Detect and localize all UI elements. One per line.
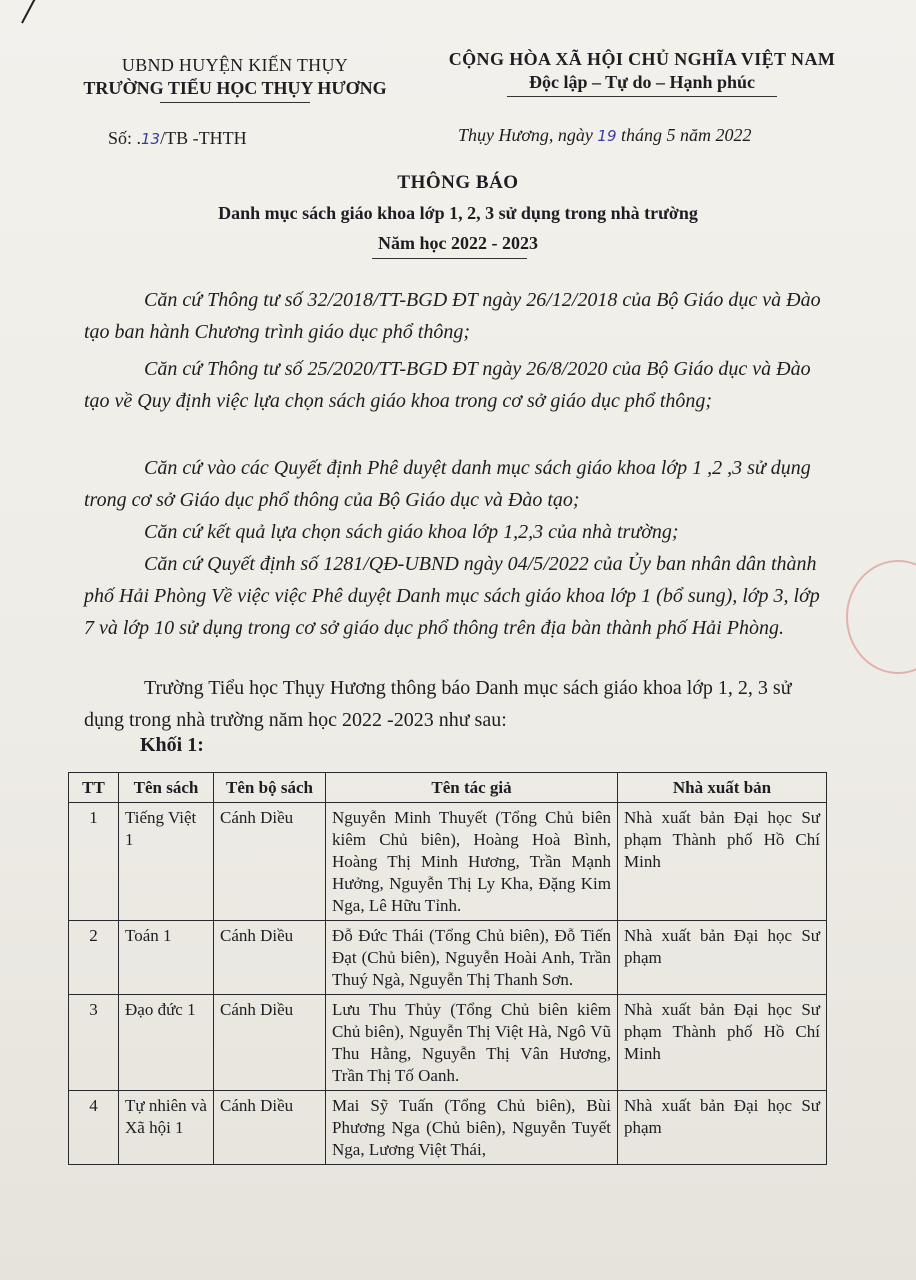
cell-ten-sach: Tiếng Việt 1	[119, 803, 214, 921]
motto-rule	[507, 96, 777, 97]
legal-basis-1: Căn cứ Thông tư số 32/2018/TT-BGD ĐT ngày 26/12/2018 của Bộ Giáo dục và Đào tạo ban hành Chương trình giáo dục phổ thông;	[84, 289, 821, 343]
textbook-table	[68, 772, 827, 1165]
cell-nxb: Nhà xuất bản Đại học Sư phạm	[618, 921, 827, 995]
table-row	[69, 803, 827, 921]
issuer-school: TRƯỜNG TIỂU HỌC THỤY HƯƠNG	[83, 78, 387, 98]
cell-tac-gia: Nguyễn Minh Thuyết (Tổng Chủ biên kiêm Chủ biên), Hoàng Hoà Bình, Hoàng Thị Minh Hương, Trần Mạnh Hưởng, Nguyễn Thị Ly Kha, Đặng Kim Nga, Lê Hữu Tỉnh.	[326, 803, 618, 921]
document-title: THÔNG BÁO	[397, 172, 519, 193]
cell-nxb: Nhà xuất bản Đại học Sư phạm Thành phố Hồ Chí Minh	[618, 803, 827, 921]
handwritten-number: 13	[141, 130, 161, 148]
cell-tt: 2	[69, 921, 119, 995]
col-header-bo-sach: Tên bộ sách	[214, 773, 326, 803]
title-rule	[372, 258, 527, 259]
cell-tac-gia: Lưu Thu Thủy (Tổng Chủ biên kiêm Chủ biên), Nguyễn Thị Việt Hà, Ngô Vũ Thu Hằng, Nguyễn Thị Vân Hương, Trần Thị Tố Oanh.	[326, 995, 618, 1091]
cell-tt: 1	[69, 803, 119, 921]
cell-tac-gia: Mai Sỹ Tuấn (Tổng Chủ biên), Bùi Phương Nga (Chủ biên), Nguyễn Tuyết Nga, Lương Việt Thái,	[326, 1091, 618, 1165]
issuer-authority: UBND HUYỆN KIẾN THỤY	[121, 55, 349, 75]
issuer-header	[50, 55, 420, 103]
cell-ten-sach: Đạo đức 1	[119, 995, 214, 1091]
col-header-ten-sach: Tên sách	[119, 773, 214, 803]
announcement-text: Trường Tiểu học Thụy Hương thông báo Danh mục sách giáo khoa lớp 1, 2, 3 sử dụng trong nhà trường năm học 2022 -2023 như sau:	[84, 677, 792, 731]
cell-ten-sach: Toán 1	[119, 921, 214, 995]
col-header-tt: TT	[69, 773, 119, 803]
cell-nxb: Nhà xuất bản Đại học Sư phạm Thành phố Hồ Chí Minh	[618, 995, 827, 1091]
table-row	[69, 1091, 827, 1165]
section-heading: Khối 1:	[140, 734, 204, 756]
cell-bo-sach: Cánh Diều	[214, 803, 326, 921]
cell-tac-gia: Đỗ Đức Thái (Tổng Chủ biên), Đỗ Tiến Đạt (Chủ biên), Nguyễn Hoài Anh, Trần Thuý Ngà, Nguyễn Thị Thanh Sơn.	[326, 921, 618, 995]
table-header-row	[69, 773, 827, 803]
legal-basis-2: Căn cứ Thông tư số 25/2020/TT-BGD ĐT ngày 26/8/2020 của Bộ Giáo dục và Đào tạo về Quy định việc lựa chọn sách giáo khoa trong cơ sở giáo dục phổ thông;	[84, 358, 811, 412]
cell-tt: 4	[69, 1091, 119, 1165]
document-number: Số: .13/TB -THTH	[108, 128, 247, 148]
legal-basis-5: Căn cứ Quyết định số 1281/QĐ-UBND ngày 04/5/2022 của Ủy ban nhân dân thành phố Hải Phòng Về việc việc Phê duyệt Danh mục sách giáo khoa lớp 1 (bổ sung), lớp 3, lớp 7 và lớp 10 sử dụng trong cơ sở giáo dục phổ thông trên địa bàn thành phố Hải Phòng.	[84, 553, 820, 639]
col-header-tac-gia: Tên tác giả	[326, 773, 618, 803]
cell-ten-sach: Tự nhiên và Xã hội 1	[119, 1091, 214, 1165]
cell-bo-sach: Cánh Diều	[214, 995, 326, 1091]
cell-tt: 3	[69, 995, 119, 1091]
national-header	[412, 49, 872, 97]
national-motto: Độc lập – Tự do – Hạnh phúc	[528, 72, 756, 92]
national-title: CỘNG HÒA XÃ HỘI CHỦ NGHĨA VIỆT NAM	[448, 49, 836, 69]
cell-nxb: Nhà xuất bản Đại học Sư phạm	[618, 1091, 827, 1165]
red-stamp-edge	[846, 560, 916, 674]
cell-bo-sach: Cánh Diều	[214, 1091, 326, 1165]
document-date: Thụy Hương, ngày 19 tháng 5 năm 2022	[458, 125, 752, 145]
school-year: Năm học 2022 - 2023	[378, 233, 538, 253]
pen-mark	[21, 0, 36, 23]
table-row	[69, 995, 827, 1091]
document-subtitle: Danh mục sách giáo khoa lớp 1, 2, 3 sử dụng trong nhà trường	[218, 203, 698, 223]
legal-basis-4: Căn cứ kết quả lựa chọn sách giáo khoa lớp 1,2,3 của nhà trường;	[144, 521, 679, 543]
legal-basis-3: Căn cứ vào các Quyết định Phê duyệt danh mục sách giáo khoa lớp 1 ,2 ,3 sử dụng trong cơ sở Giáo dục phổ thông của Bộ Giáo dục và Đào tạo;	[84, 457, 811, 511]
table-row	[69, 921, 827, 995]
handwritten-day: 19	[597, 127, 617, 145]
header-rule	[160, 102, 310, 103]
cell-bo-sach: Cánh Diều	[214, 921, 326, 995]
col-header-nxb: Nhà xuất bản	[618, 773, 827, 803]
